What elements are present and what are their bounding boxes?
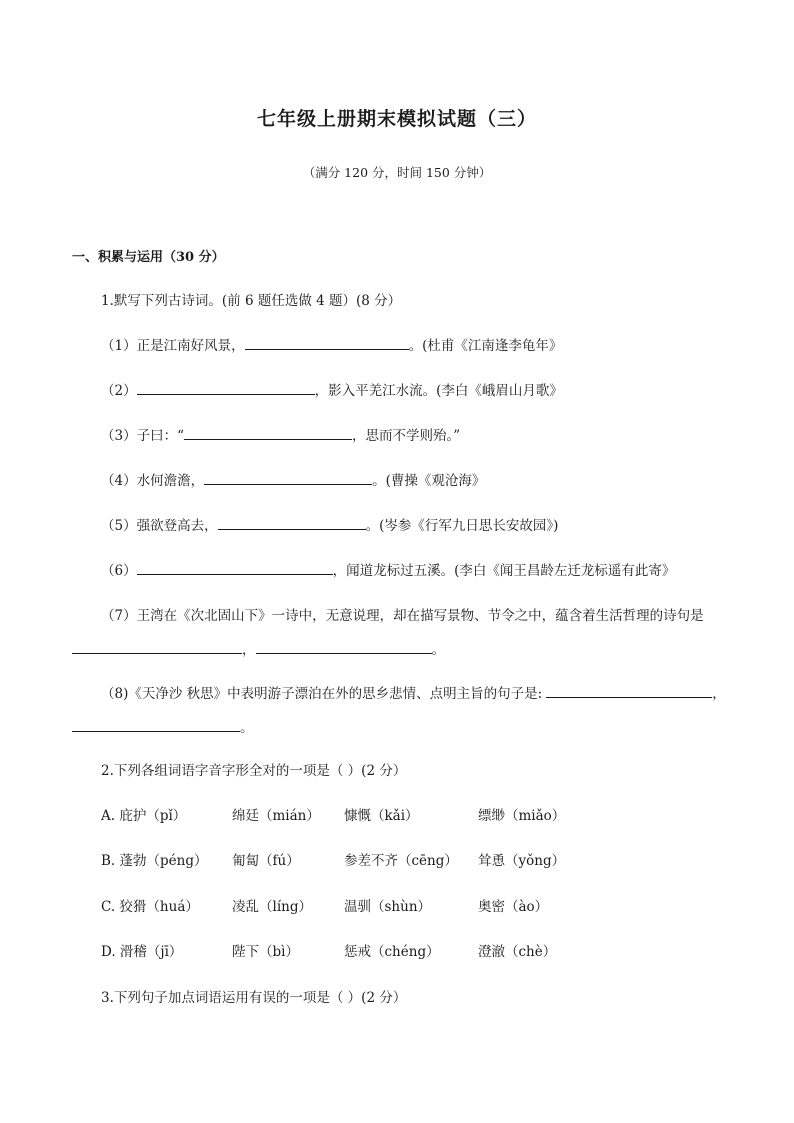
option-b-3: 参差不齐（cēng） bbox=[344, 853, 458, 869]
option-d-1[interactable]: D. 滑稽（jī） bbox=[101, 944, 183, 960]
option-b-4: 耸恿（yǒng） bbox=[478, 853, 566, 869]
item-8-separator: ， bbox=[712, 686, 726, 702]
question-1-item-8-answers bbox=[72, 716, 254, 736]
item-6-suffix: ，闻道龙标过五溪。(李白《闻王昌龄左迁龙标遥有此寄》 bbox=[332, 563, 676, 579]
option-d-4: 澄澈（chè） bbox=[478, 944, 557, 960]
item-5-suffix: 。(岑参《行军九日思长安故园》) bbox=[365, 518, 559, 534]
item-6-prefix: （6） bbox=[101, 563, 137, 579]
item-3-prefix: （3）子曰：“ bbox=[101, 428, 184, 444]
answer-blank[interactable] bbox=[137, 560, 333, 575]
question-1-item-1 bbox=[101, 334, 562, 354]
answer-blank[interactable] bbox=[72, 639, 242, 654]
item-2-prefix: （2） bbox=[101, 383, 137, 399]
question-1-item-5 bbox=[101, 514, 558, 534]
page-title: 七年级上册期末模拟试题（三） bbox=[256, 108, 537, 130]
question-1-item-2 bbox=[101, 379, 563, 399]
item-7-separator: ， bbox=[242, 642, 256, 658]
option-a-4: 缥缈（miǎo） bbox=[478, 808, 566, 824]
option-c-2: 凌乱（líng） bbox=[232, 899, 312, 915]
item-3-suffix: ，思而不学则殆。” bbox=[352, 428, 461, 444]
answer-blank[interactable] bbox=[218, 515, 366, 530]
answer-blank[interactable] bbox=[256, 639, 432, 654]
answer-blank[interactable] bbox=[184, 425, 352, 440]
item-8-text: （8)《天净沙 秋思》中表明游子漂泊在外的思乡悲情、点明主旨的句子是: bbox=[101, 686, 543, 702]
question-3-stem: 3.下列句子加点词语运用有误的一项是（ ）(2 分） bbox=[101, 990, 407, 1006]
question-1-item-3 bbox=[101, 424, 460, 444]
item-4-prefix: （4）水何澹澹， bbox=[101, 473, 205, 489]
answer-blank[interactable] bbox=[137, 380, 315, 395]
answer-blank[interactable] bbox=[72, 717, 240, 732]
item-1-suffix: 。(杜甫《江南逢李龟年》 bbox=[408, 338, 563, 354]
option-c-3: 温驯（shùn） bbox=[344, 899, 432, 915]
question-1-item-7: （7）王湾在《次北固山下》一诗中，无意说理，却在描写景物、节令之中，蕴含着生活哲理的诗句是 bbox=[101, 608, 704, 624]
section-heading: 一、积累与运用（30 分） bbox=[72, 250, 225, 265]
option-b-1[interactable]: B. 蓬勃（péng） bbox=[101, 853, 208, 869]
item-8-end: 。 bbox=[240, 720, 254, 736]
question-2-stem: 2.下列各组词语字音字形全对的一项是（ ）(2 分） bbox=[101, 763, 407, 779]
item-5-prefix: （5）强欲登高去， bbox=[101, 518, 218, 534]
option-c-4: 奥密（ào） bbox=[478, 899, 549, 915]
option-d-2: 陛下（bì） bbox=[232, 944, 299, 960]
option-c-1[interactable]: C. 狡猾（huá） bbox=[101, 899, 199, 915]
option-a-2: 绵廷（mián） bbox=[232, 808, 320, 824]
option-a-1[interactable]: A. 庇护（pǐ） bbox=[101, 808, 187, 824]
option-a-3: 慷慨（kǎi） bbox=[344, 808, 419, 824]
question-1-stem: 1.默写下列古诗词。(前 6 题任选做 4 题）(8 分） bbox=[101, 293, 402, 309]
option-d-3: 惩戒（chéng） bbox=[344, 944, 440, 960]
answer-blank[interactable] bbox=[204, 470, 372, 485]
question-1-item-8 bbox=[101, 682, 726, 702]
question-1-item-4 bbox=[101, 469, 485, 489]
item-7-end: 。 bbox=[431, 642, 445, 658]
item-4-suffix: 。(曹操《观沧海》 bbox=[372, 473, 486, 489]
item-2-suffix: ，影入平羌江水流。(李白《峨眉山月歌》 bbox=[314, 383, 563, 399]
page-subtitle: （满分 120 分，时间 150 分钟） bbox=[302, 165, 492, 180]
item-1-prefix: （1）正是江南好风景， bbox=[101, 338, 245, 354]
option-b-2: 匍匐（fú） bbox=[232, 853, 300, 869]
answer-blank[interactable] bbox=[546, 683, 712, 698]
question-1-item-6 bbox=[101, 559, 675, 579]
answer-blank[interactable] bbox=[245, 335, 409, 350]
question-1-item-7-answers bbox=[72, 638, 445, 658]
